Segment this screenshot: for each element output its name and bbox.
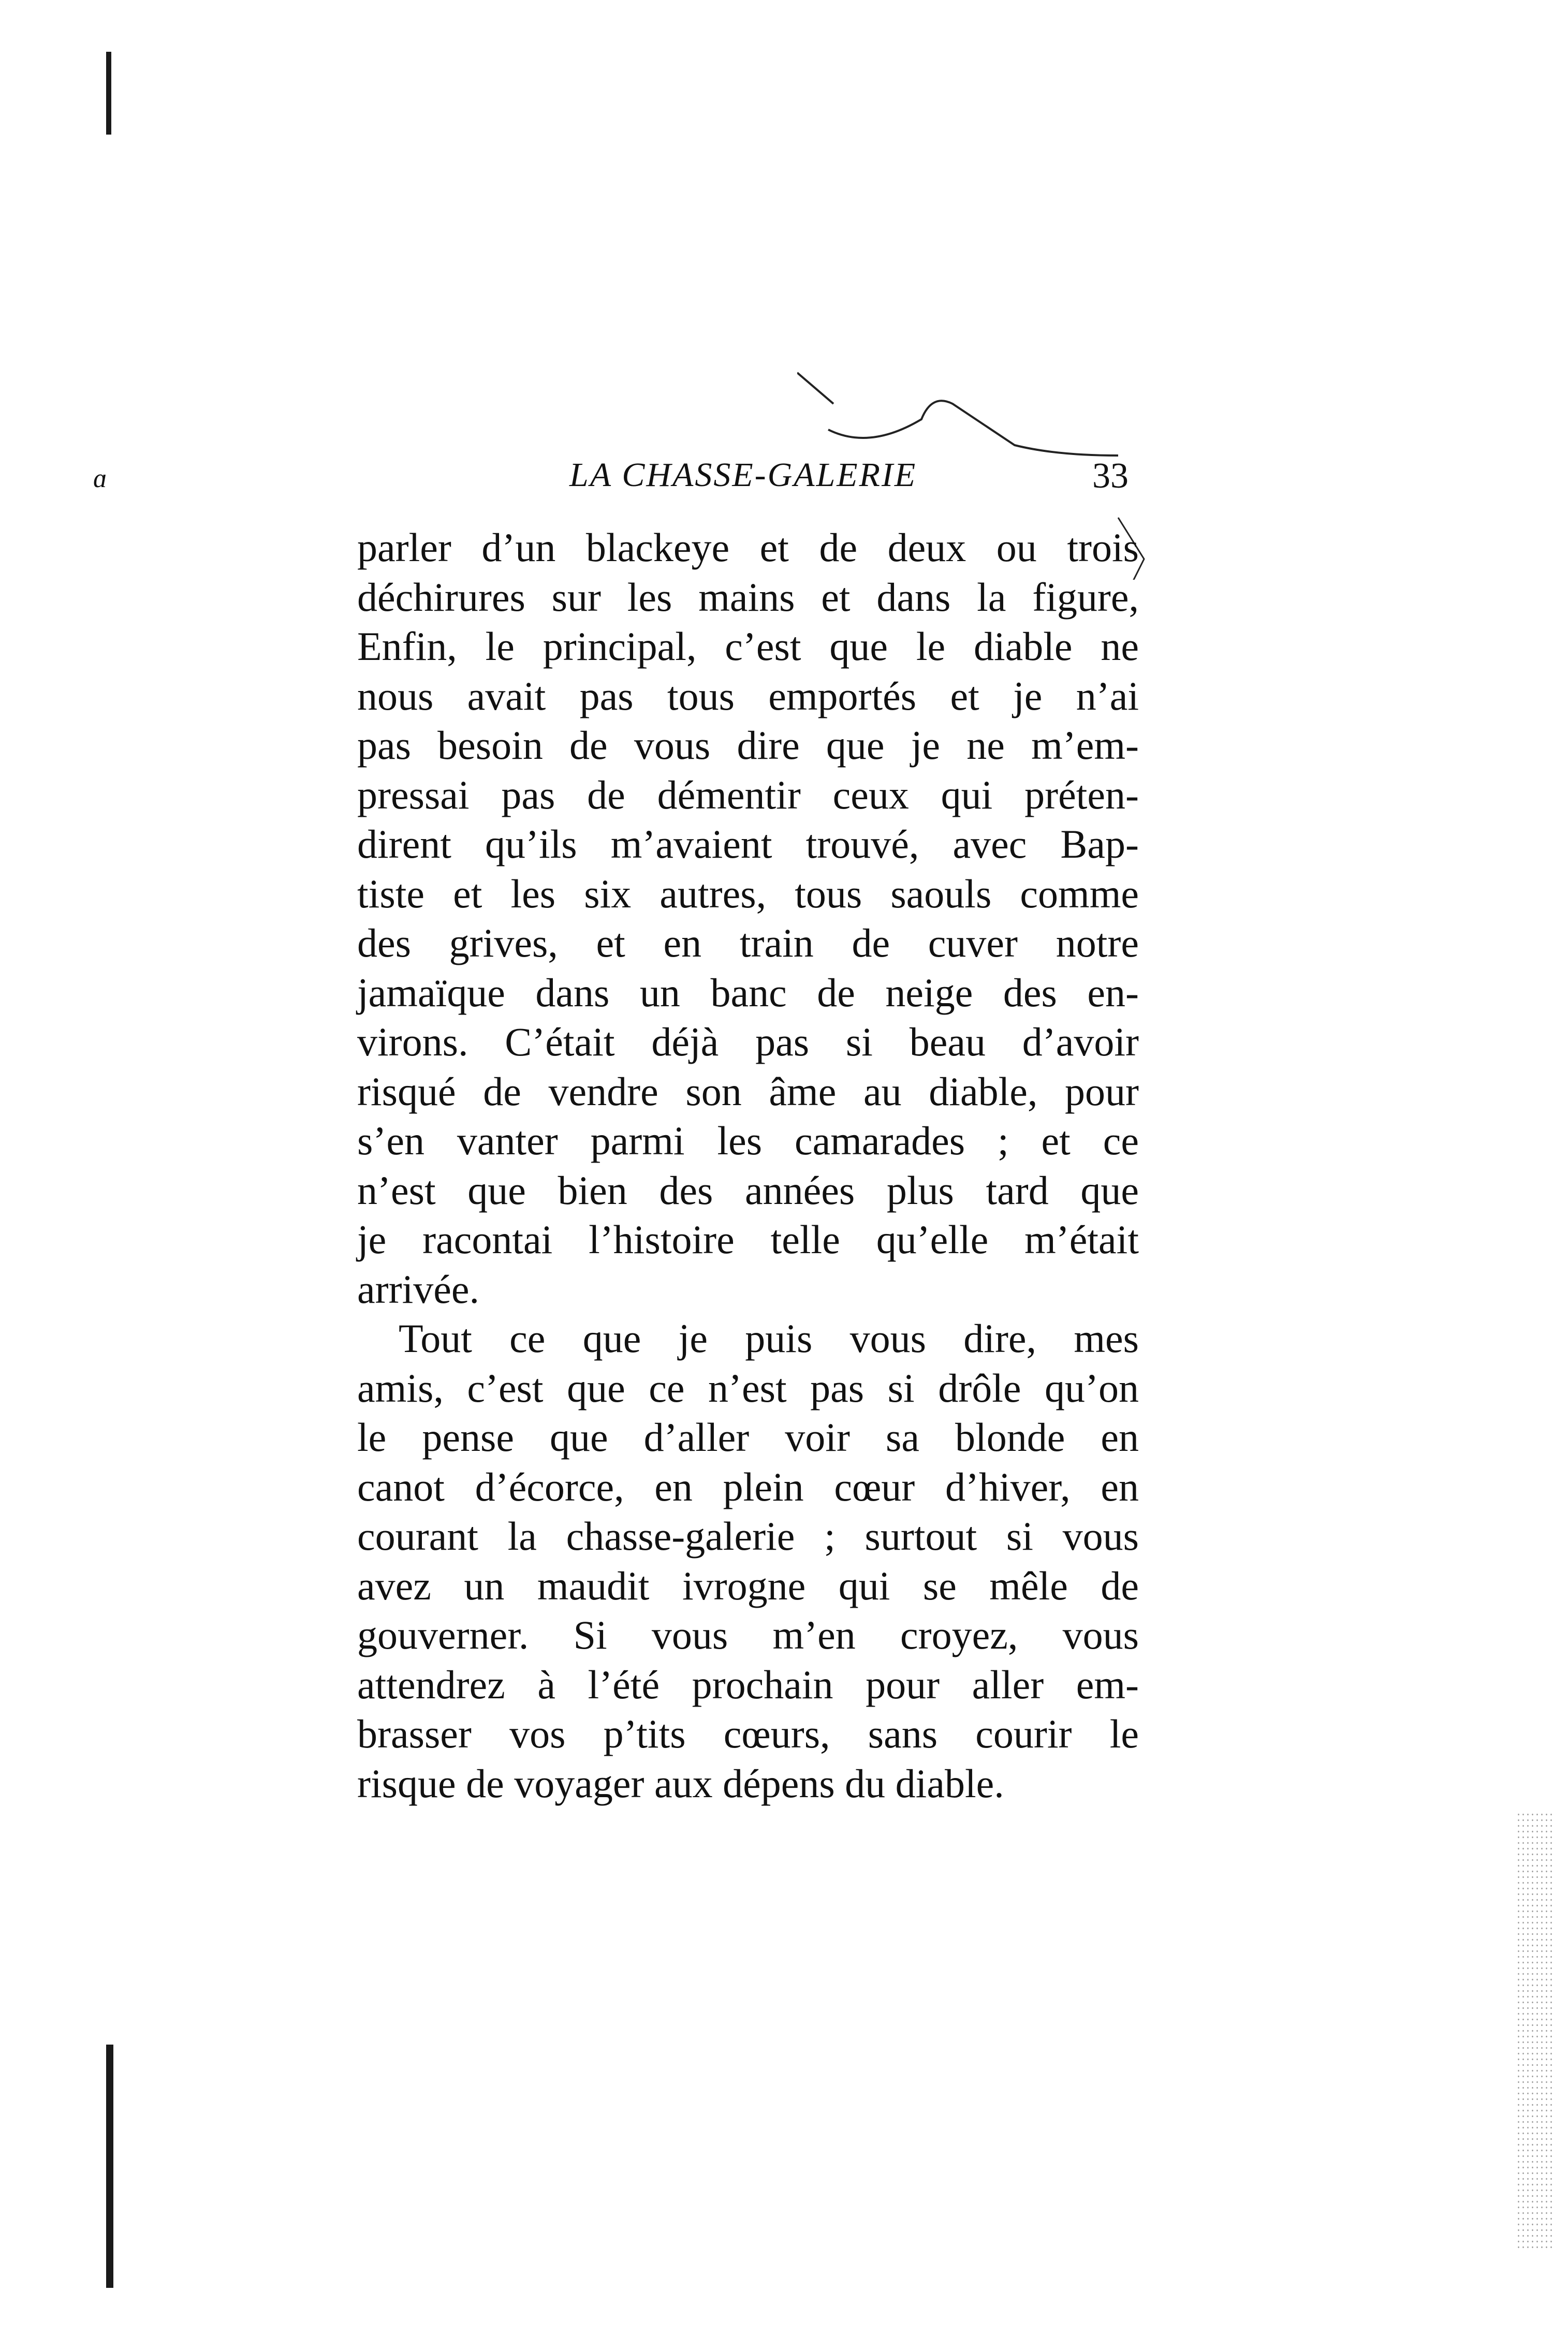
text-line: courant la chasse-galerie ; surtout si vous	[357, 1514, 1139, 1559]
text-line: le pense que d’aller voir sa blonde en	[357, 1415, 1139, 1460]
text-line: amis, c’est que ce n’est pas si drôle qu’on	[357, 1365, 1139, 1411]
scan-edge-artifact	[106, 2045, 113, 2288]
scan-edge-speckle	[1516, 1812, 1552, 2252]
text-line: risque de voyager aux dépens du diable.	[357, 1760, 1004, 1806]
text-line: brasser vos p’tits cœurs, sans courir le	[357, 1711, 1139, 1756]
text-line: risqué de vendre son âme au diable, pour	[357, 1068, 1139, 1114]
text-line: avez un maudit ivrogne qui se mêle de	[357, 1563, 1139, 1608]
text-line: gouverner. Si vous m’en croyez, vous	[357, 1612, 1139, 1657]
text-line: déchirures sur les mains et dans la figure,	[357, 574, 1139, 620]
text-line: attendrez à l’été prochain pour aller em-	[357, 1662, 1139, 1707]
text-line: arrivée.	[357, 1266, 479, 1312]
text-line: tiste et les six autres, tous saouls comme	[357, 871, 1139, 916]
text-line: jamaïque dans un banc de neige des en-	[357, 969, 1139, 1015]
margin-mark: ɑ	[93, 464, 107, 493]
text-line: je racontai l’histoire telle qu’elle m’était	[357, 1217, 1139, 1262]
text-line: dirent qu’ils m’avaient trouvé, avec Bap-	[357, 821, 1139, 866]
text-line: parler d’un blackeye et de deux ou trois	[357, 525, 1139, 570]
text-line: Enfin, le principal, c’est que le diable ne	[357, 624, 1139, 669]
paragraph	[357, 523, 1139, 1314]
paragraph	[357, 1314, 1139, 1808]
text-line: virons. C’était déjà pas si beau d’avoir	[357, 1019, 1139, 1064]
text-line: n’est que bien des années plus tard que	[357, 1167, 1139, 1213]
text-line: pressai pas de démentir ceux qui préten-	[357, 772, 1139, 817]
text-line: s’en vanter parmi les camarades ; et ce	[357, 1118, 1139, 1163]
text-line: nous avait pas tous emportés et je n’ai	[357, 673, 1139, 718]
text-line: des grives, et en train de cuver notre	[357, 920, 1139, 965]
text-line: Tout ce que je puis vous dire, mes	[399, 1316, 1139, 1361]
scan-edge-artifact	[106, 52, 111, 135]
page-number: 33	[1092, 456, 1129, 496]
text-line: canot d’écorce, en plein cœur d’hiver, en	[357, 1464, 1139, 1509]
text-line: pas besoin de vous dire que je ne m’em-	[357, 723, 1139, 768]
body-text	[357, 523, 1139, 1808]
running-title: LA CHASSE-GALERIE	[569, 456, 917, 494]
